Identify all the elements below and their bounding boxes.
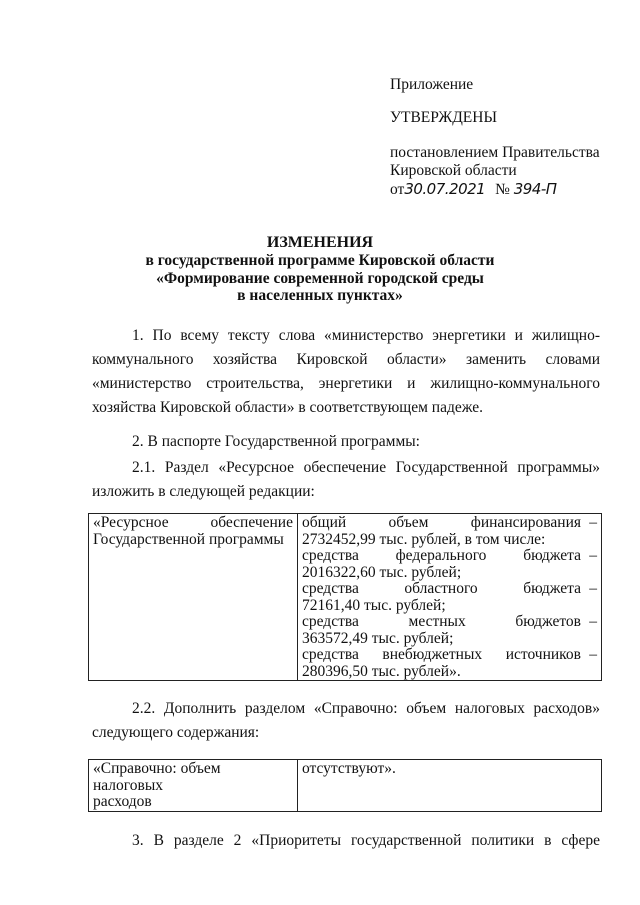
- total-funding-label: общий объем финансирования: [302, 514, 581, 531]
- dash: –: [589, 547, 597, 564]
- paragraph-1: [92, 324, 600, 420]
- title-sub3: в населенных пунктах»: [237, 287, 403, 304]
- resource-table-left-cell: [89, 514, 298, 681]
- p1-line1: 1. По всему тексту слова «министерство энергетики и жилищно-: [132, 327, 600, 344]
- p1-line2: коммунального хозяйства Кировской области» заменить словами: [92, 351, 600, 368]
- dash: –: [589, 580, 597, 597]
- p22-line1: 2.2. Дополнить разделом «Справочно: объем налоговых расходов»: [132, 700, 600, 717]
- paragraph-2-1: [92, 456, 600, 504]
- total-funding-value: 2732452,99 тыс. рублей, в том числе:: [302, 530, 546, 548]
- resolution-line2: Кировской области: [390, 162, 517, 179]
- appendix-label: Приложение: [390, 76, 474, 93]
- p22-line2: следующего содержания:: [92, 724, 260, 741]
- paragraph-2-2: [92, 697, 600, 745]
- document-title: ИЗМЕНЕНИЯ: [266, 234, 374, 251]
- resource-table: [88, 513, 602, 681]
- p1-line4: хозяйства Кировской области» в соответствующем падеже.: [92, 399, 484, 416]
- paragraph-2: 2. В паспорте Государственной программы:: [132, 433, 420, 450]
- local-budget-value: 363572,49 тыс. рублей;: [302, 629, 454, 647]
- federal-budget-label: средства федерального бюджета: [302, 547, 581, 564]
- title-sub1: в государственной программе Кировской области: [145, 252, 495, 269]
- tax-table-value: отсутствуют».: [302, 760, 396, 777]
- regional-budget-value: 72161,40 тыс. рублей;: [302, 596, 446, 614]
- tax-table-left-cell: [89, 760, 298, 812]
- paragraph-3: 3. В разделе 2 «Приоритеты государственной политики в сфере: [132, 832, 600, 849]
- resource-table-right-cell: [298, 514, 602, 681]
- table2-left-line1: «Справочно: объем налоговых: [93, 760, 221, 794]
- resolution-date: 30.07.2021: [404, 180, 486, 198]
- number-sign: №: [495, 181, 510, 198]
- extrabudgetary-value: 280396,50 тыс. рублей».: [302, 662, 461, 680]
- extrabudgetary-label: средства внебюджетных источников: [302, 646, 581, 663]
- dash: –: [589, 613, 597, 630]
- table2-left-line2: расходов: [93, 793, 152, 810]
- regional-budget-label: средства областного бюджета: [302, 580, 581, 597]
- table1-left-line1: «Ресурсное обеспечение: [93, 514, 293, 531]
- tax-table-right-cell: [298, 760, 602, 812]
- local-budget-label: средства местных бюджетов: [302, 613, 581, 630]
- federal-budget-value: 2016322,60 тыс. рублей;: [302, 563, 462, 581]
- resolution-line1: постановлением Правительства: [390, 144, 600, 161]
- resolution-number: 394-П: [513, 180, 557, 198]
- dash: –: [589, 514, 597, 531]
- dash: –: [589, 646, 597, 663]
- p21-line2: изложить в следующей редакции:: [92, 483, 315, 500]
- p21-line1: 2.1. Раздел «Ресурсное обеспечение Государственной программы»: [132, 459, 600, 476]
- ot-label: от: [390, 181, 405, 198]
- title-sub2: «Формирование современной городской среды: [156, 270, 484, 287]
- approved-label: УТВЕРЖДЕНЫ: [390, 109, 497, 126]
- p1-line3: «министерство строительства, энергетики и жилищно-коммунального: [92, 375, 600, 392]
- tax-expenditure-table: [88, 759, 602, 812]
- table1-left-line2: Государственной программы: [93, 530, 284, 548]
- resolution-date-number: [390, 180, 557, 199]
